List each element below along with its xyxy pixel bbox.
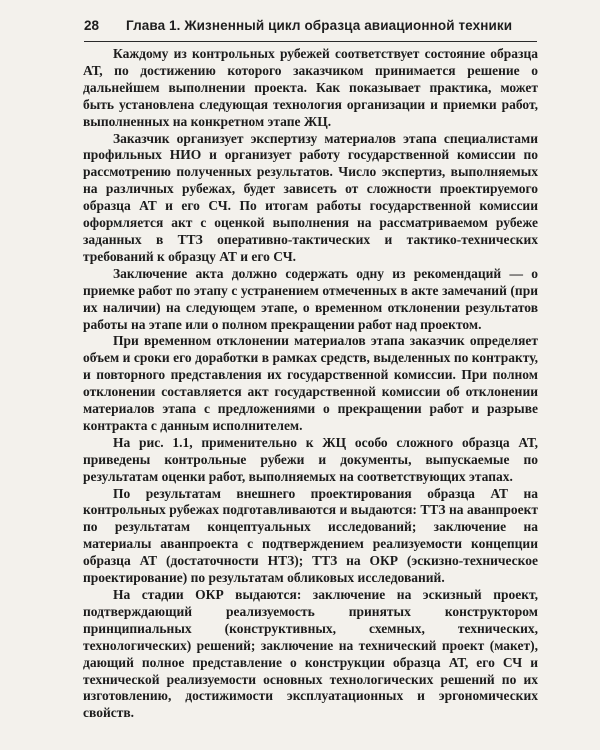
paragraph-5: На рис. 1.1, применительно к ЖЦ особо сложного образца АТ, приведены контрольные рубежи и документы, выпускаемые по результатам оценки работ, выполняемых на соответствующих этапах.: [83, 434, 538, 484]
body-text: [83, 46, 538, 722]
paragraph-4: При временном отклонении материалов этапа заказчик определяет объем и сроки его доработки в рамках средств, выделенных по контракту, и повторного представления их государственной комиссии. При полном отклонении составляется акт государственной комиссии об отклонении материалов этапа с предложениями о прекращении работ и разрыве контракта с данным исполнителем.: [83, 333, 538, 433]
page-number: 28: [84, 18, 100, 33]
chapter-title: Глава 1. Жизненный цикл образца авиационной техники: [126, 18, 513, 33]
paragraph-7: На стадии ОКР выдаются: заключение на эскизный проект, подтверждающий реализуемость принятых конструктором принципиальных (конструктивных, схемных, технических, технологических) решений; заключение на технический проект (макет), дающий полное представление о конструкции образца АТ, его СЧ и технической реализуемости основных технологических решений по их изготовлению, достижимости эксплуатационных и эргономических свойств.: [83, 587, 538, 721]
paragraph-2: Заказчик организует экспертизу материалов этапа специалистами профильных НИО и организует работу государственной комиссии по рассмотрению полученных результатов. Число экспертиз, выполняемых на различных рубежах, будет зависеть от сложности проектируемого образца АТ и его СЧ. По итогам работы государственной комиссии оформляется акт с оценкой выполнения на рассматриваемом рубеже заданных в ТТЗ оперативно-тактических и тактико-технических требований к образцу АТ и его СЧ.: [83, 130, 538, 264]
paragraph-3: Заключение акта должно содержать одну из рекомендаций — о приемке работ по этапу с устранением отмеченных в акте замечаний (при их наличии) на следующем этапе, о временном отклонении результатов работы на этапе или о полном прекращении работ над проектом.: [83, 265, 538, 332]
paragraph-6: По результатам внешнего проектирования образца АТ на контрольных рубежах подготавливаются и выдаются: ТТЗ на аванпроект по результатам концептуальных исследований; заключение на материалы аванпроекта с подтверждением реализуемости концепции образца АТ (достаточности НТЗ); ТТЗ на ОКР (эскизно-техническое проектирование) по результатам обликовых исследований.: [83, 485, 538, 586]
paragraph-1: Каждому из контрольных рубежей соответствует состояние образца АТ, по достижению которого заказчиком принимается решение о дальнейшем выполнении проекта. Как показывает практика, может быть установлена следующая технология организации и приемки работ, выполненных на конкретном этапе ЖЦ.: [83, 46, 538, 129]
running-head: [84, 18, 538, 33]
header-rule: [84, 41, 537, 42]
